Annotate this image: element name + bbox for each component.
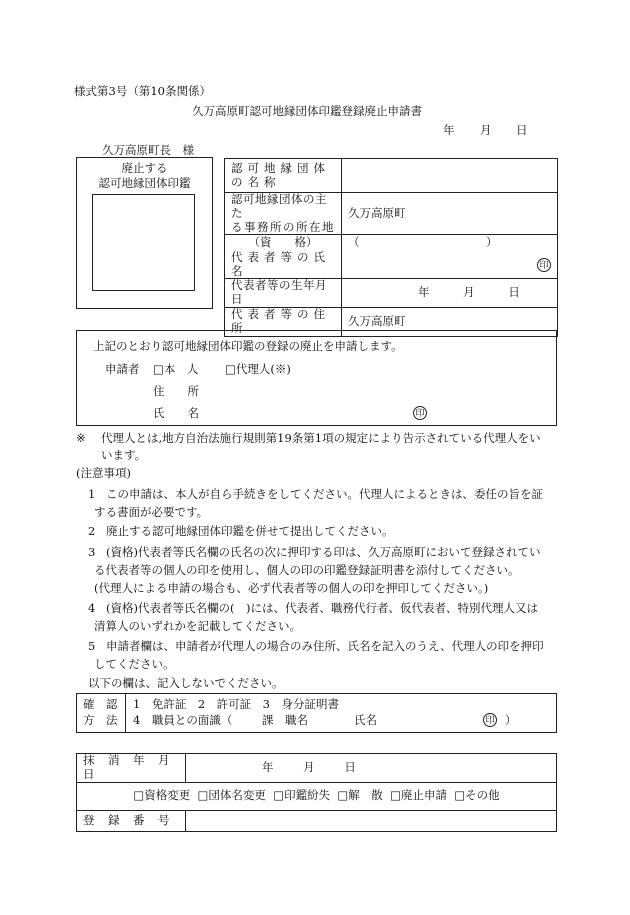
- verification-acquaintance[interactable]: 4 職員との面識（: [133, 713, 233, 727]
- rep-birthdate-label: 代表者等の生年月日: [225, 279, 342, 308]
- note-4-line-1: (資格)代表者等氏名欄の( )には、代表者、職務代行者、仮代表者、特別代理人又は: [106, 601, 538, 615]
- cancellation-table: [76, 753, 557, 832]
- verification-label-2: 方 法: [83, 713, 118, 727]
- rep-address-label: 代表者等の住所: [225, 308, 342, 337]
- verification-label-1: 確 認: [83, 697, 118, 711]
- reason-seal-lost-checkbox[interactable]: □印鑑紛失: [273, 788, 331, 803]
- notes-heading: (注意事項): [76, 466, 131, 480]
- note-4-num: 4: [88, 601, 96, 615]
- reason-qualification-change-checkbox[interactable]: □資格変更: [133, 788, 191, 803]
- application-box: [76, 330, 557, 426]
- date-day: 日: [516, 123, 528, 137]
- qualification-value[interactable]: （ ）: [342, 235, 558, 251]
- note-1-num: 1: [88, 487, 96, 501]
- org-name-label: 認可地縁団体の名称: [225, 159, 342, 193]
- birth-month: 月: [463, 285, 475, 300]
- note-3-line-3: (代理人による申請の場合も、必ず代表者等の個人の印を押印してください。): [94, 581, 489, 595]
- note-2-line-1: 廃止する認可地縁団体印鑑を併せて提出してください。: [106, 524, 394, 538]
- page-title: 久万高原町認可地縁団体印鑑登録廃止申請書: [192, 104, 422, 118]
- cancel-date-value[interactable]: [186, 754, 557, 783]
- applicant-self-checkbox[interactable]: □本 人: [153, 362, 199, 376]
- applicant-name-label: 氏 名: [153, 406, 199, 420]
- note-3-line-2: る代表者等の個人の印を使用し、個人の印の印鑑登録証明書を添付してください。: [94, 563, 520, 577]
- note-3-line-1: (資格)代表者等氏名欄の氏名の次に押印する印は、久万高原町において登録されてい: [106, 545, 541, 559]
- verification-staff-name: 氏名: [354, 713, 377, 727]
- applicant-agent-checkbox[interactable]: □代理人(※): [225, 362, 291, 376]
- note-5-num: 5: [88, 639, 96, 653]
- note-1-line-2: する書面が必要です。: [94, 505, 209, 519]
- application-statement: 上記のとおり認可地縁団体印鑑の登録の廃止を申請します。: [93, 339, 403, 353]
- applicant-label: 申請者: [105, 362, 140, 376]
- birth-day: 日: [508, 285, 520, 300]
- seal-box: [76, 157, 213, 309]
- table-row: [225, 251, 558, 279]
- applicant-address-label: 住 所: [153, 384, 199, 398]
- seal-mark-icon: 印: [483, 713, 497, 727]
- org-address-value[interactable]: 久万高原町: [342, 193, 558, 235]
- reason-dissolution-checkbox[interactable]: □解 散: [337, 788, 383, 803]
- rep-birthdate-value[interactable]: [342, 279, 558, 308]
- table-row: [225, 279, 558, 308]
- verification-close: ）: [505, 713, 517, 727]
- note-5-line-2: してください。: [94, 657, 175, 671]
- note-1-line-1: この申請は、本人が自ら手続きをしてください。代理人によるときは、委任の旨を証: [106, 487, 543, 501]
- verification-options[interactable]: 1 免許証 2 許可証 3 身分証明書: [133, 697, 339, 711]
- seal-impression-area[interactable]: [92, 194, 195, 291]
- rep-name-label: 代表者等の氏名: [225, 251, 342, 279]
- note-2-num: 2: [88, 524, 96, 538]
- table-row: [77, 754, 557, 783]
- verification-dept-title: 課 職名: [262, 713, 308, 727]
- rep-address-value[interactable]: 久万高原町: [342, 308, 558, 337]
- table-row: [77, 810, 557, 831]
- org-info-table: [224, 158, 558, 337]
- seal-mark-icon: 印: [537, 258, 551, 272]
- form-number: 様式第3号（第10条関係）: [74, 84, 211, 98]
- reason-other-checkbox[interactable]: □その他: [454, 788, 500, 803]
- birth-year: 年: [418, 285, 430, 300]
- cancel-year: 年: [262, 759, 274, 774]
- cancel-reasons: [77, 782, 557, 810]
- footnote-mark: ※: [76, 431, 86, 445]
- cancel-day: 日: [344, 759, 356, 774]
- table-row: [77, 782, 557, 810]
- note-4-line-2: 清算人のいずれかを記載してください。: [94, 619, 301, 633]
- cancel-date-label: 抹 消 年 月 日: [77, 754, 186, 783]
- footnote-text-cont: います。: [101, 448, 147, 462]
- verification-label-cell: [77, 694, 126, 732]
- cancel-month: 月: [303, 759, 315, 774]
- footnote-text: 代理人とは,地方自治法施行規則第19条第1項の規定により告示されている代理人をい: [101, 431, 541, 445]
- registration-number-label: 登 録 番 号: [77, 810, 186, 831]
- reason-abolition-request-checkbox[interactable]: □廃止申請: [390, 788, 447, 803]
- table-row: [225, 235, 558, 251]
- table-row: [225, 193, 558, 235]
- table-row: [225, 159, 558, 193]
- org-address-label-2: る事務所の所在地: [231, 219, 335, 234]
- reason-name-change-checkbox[interactable]: □団体名変更: [197, 788, 266, 803]
- date-year: 年: [443, 123, 455, 137]
- note-5-line-1: 申請者欄は、申請者が代理人の場合のみ住所、氏名を記入のうえ、代理人の印を押印: [106, 639, 544, 653]
- office-use-notice: 以下の欄は、記入しないでください。: [88, 676, 284, 690]
- verification-box: [76, 693, 557, 733]
- date-month: 月: [480, 123, 492, 137]
- seal-mark-icon: 印: [413, 406, 427, 420]
- org-address-label: [225, 193, 342, 235]
- note-3-num: 3: [88, 545, 96, 559]
- addressee: 久万高原町長 様: [102, 143, 194, 157]
- org-address-label-1: 認可地縁団体の主た: [231, 192, 327, 220]
- registration-number-value[interactable]: [186, 810, 557, 831]
- seal-box-label-1: 廃止する: [121, 161, 168, 175]
- seal-box-label-2: 認可地縁団体印鑑: [98, 175, 191, 190]
- qualification-label: （資 格）: [225, 235, 342, 251]
- rep-name-value[interactable]: [342, 251, 558, 279]
- org-name-value[interactable]: [342, 159, 558, 193]
